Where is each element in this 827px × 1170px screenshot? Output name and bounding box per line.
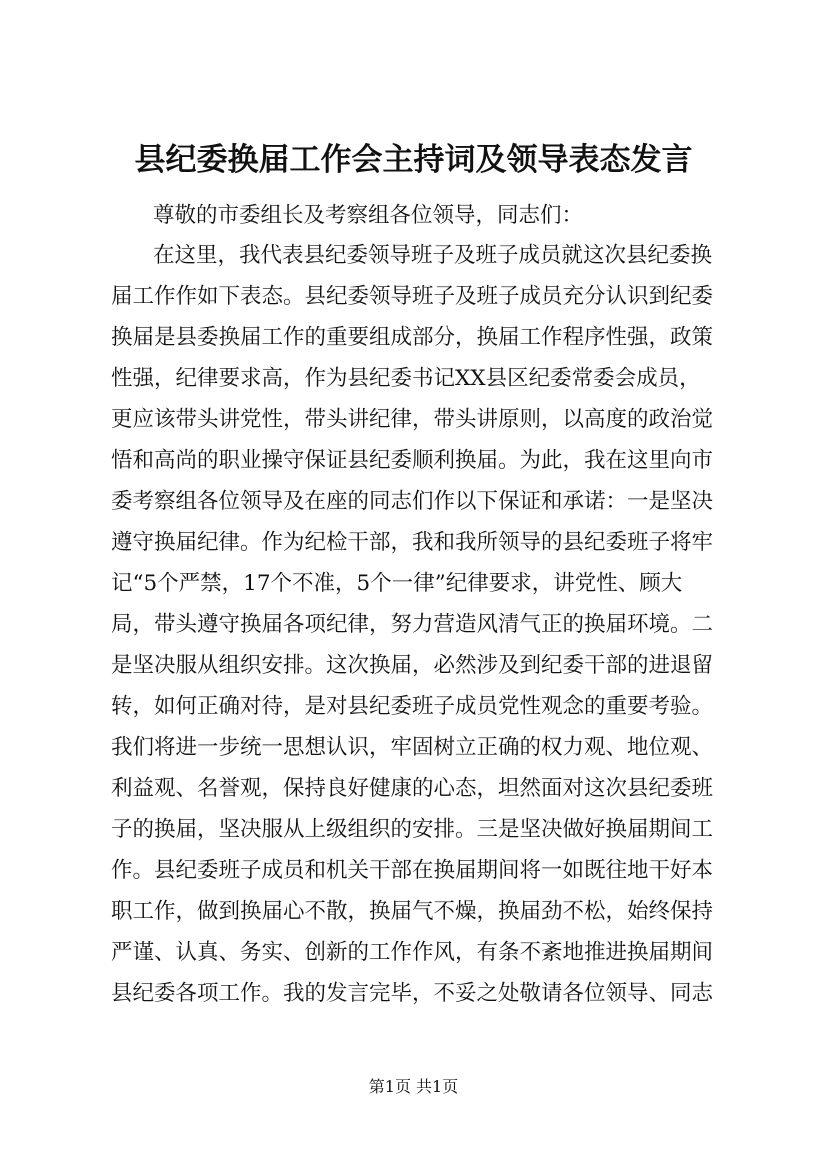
body-line: 职工作，做到换届心不散，换届气不燥，换届劲不松，始终保持 [111,899,714,924]
body-line: 性强，纪律要求高，作为县纪委书记XX县区纪委常委会成员， [111,366,701,391]
body-line: 县纪委各项工作。我的发言完毕，不妥之处敬请各位领导、同志 [111,981,714,1006]
body-line: 我们将进一步统一思想认识，牢固树立正确的权力观、地位观、 [111,735,714,760]
body-line: 作。县纪委班子成员和机关干部在换届期间将一如既往地干好本 [111,858,714,883]
body-line: 在这里，我代表县纪委领导班子及班子成员就这次县纪委换 [153,243,713,268]
body-line: 悟和高尚的职业操守保证县纪委顺利换届。为此，我在这里向市 [111,448,714,473]
body-line: 遵守换届纪律。作为纪检干部，我和我所领导的县纪委班子将牢 [111,530,714,555]
body-line: 局，带头遵守换届各项纪律，努力营造风清气正的换届环境。二 [111,612,714,637]
body-line: 委考察组各位领导及在座的同志们作以下保证和承诺：一是坚决 [111,489,714,514]
body-line: 记“5个严禁，17个不准，5个一律”纪律要求，讲党性、顾大 [111,571,683,596]
body-line: 更应该带头讲党性，带头讲纪律，带头讲原则，以高度的政治觉 [111,407,714,432]
document-title: 县纪委换届工作会主持词及领导表态发言 [134,142,693,178]
body-line: 严谨、认真、务实、创新的工作作风，有条不紊地推进换届期间 [111,940,714,965]
body-line: 转，如何正确对待，是对县纪委班子成员党性观念的重要考验。 [111,694,714,719]
body-line: 换届是县委换届工作的重要组成部分，换届工作程序性强，政策 [111,325,714,350]
salutation: 尊敬的市委组长及考察组各位领导，同志们： [153,203,584,228]
body-line: 利益观、名誉观，保持良好健康的心态，坦然面对这次县纪委班 [111,776,714,801]
body-line: 是坚决服从组织安排。这次换届，必然涉及到纪委干部的进退留 [111,653,714,678]
body-line: 子的换届，坚决服从上级组织的安排。三是坚决做好换届期间工 [111,817,714,842]
page-footer: 第1页 共1页 [368,1077,459,1096]
body-line: 届工作作如下表态。县纪委领导班子及班子成员充分认识到纪委 [111,284,714,309]
